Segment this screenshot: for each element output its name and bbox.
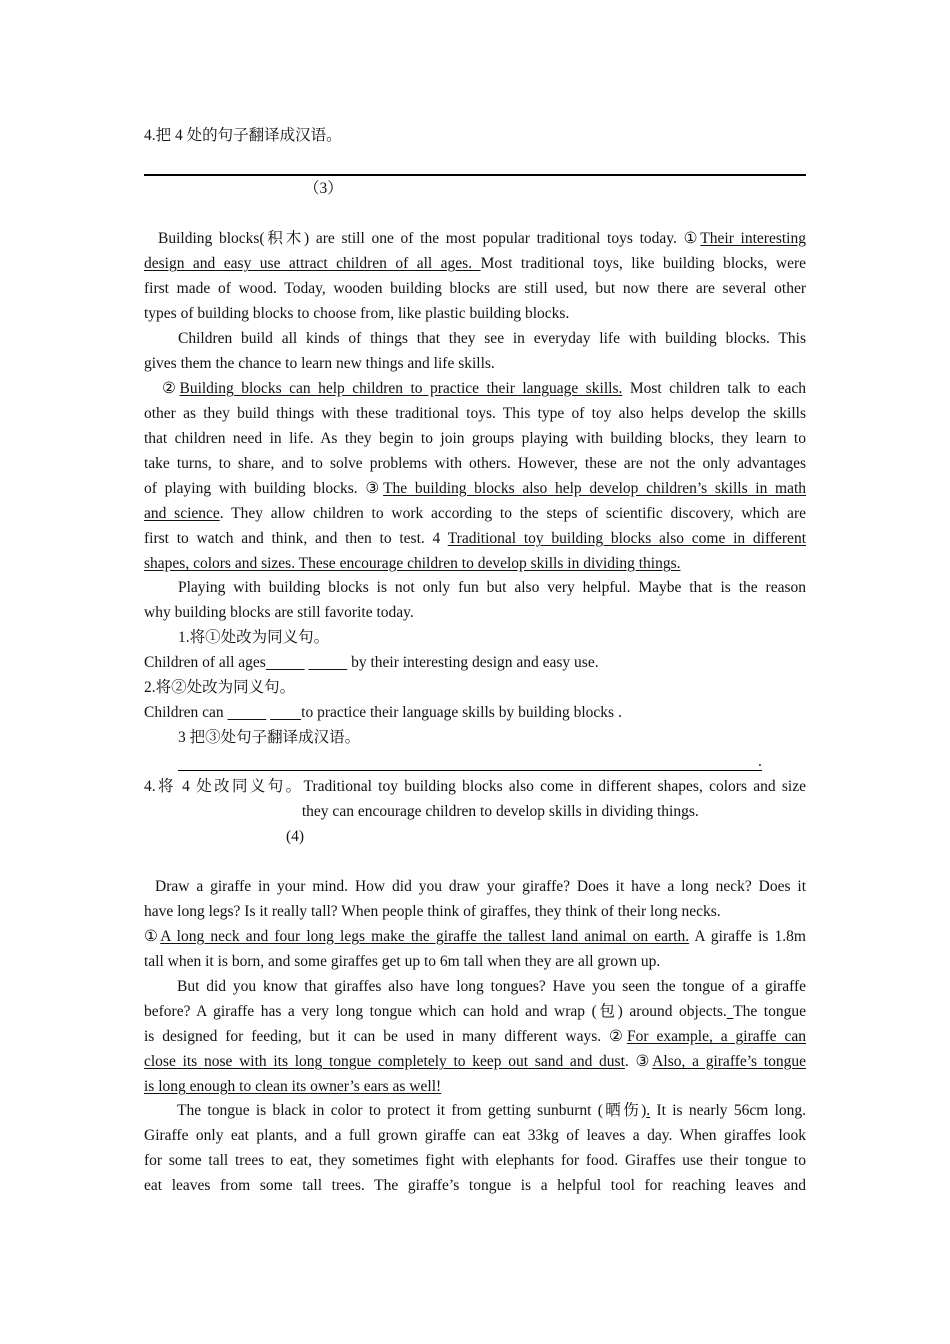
- s4-p1-line4: tall when it is born, and some giraffes get up to 6m tall when they are all grown up.: [144, 953, 661, 970]
- s3-p1-line3: first made of wood. Today, wooden building blocks are still used, but now there are several other: [144, 280, 806, 297]
- s3-p3-line5: of playing with building blocks. ③The building blocks also help develop children’s skills in math: [144, 480, 807, 497]
- s4-p2-line5: is long enough to clean its owner’s ears as well!: [144, 1078, 442, 1095]
- s3-p1-line1: Building blocks(积木) are still one of the most popular traditional toys today. ①Their interesting: [158, 230, 806, 247]
- s3-p3-line2: other as they build things with these traditional toys. This type of toy also helps develop the skills: [144, 405, 806, 422]
- answer-blank[interactable]: [270, 704, 301, 721]
- s3-p3-line4: take turns, to share, and to solve problems with others. However, these are not the only advantages: [144, 455, 806, 472]
- s3-p4-line1: Playing with building blocks is not only fun but also very helpful. Maybe that is the reason: [178, 579, 806, 596]
- s3-p2-line1: Children build all kinds of things that they see in everyday life with building blocks. This: [178, 330, 806, 347]
- answer-line-period: .: [758, 753, 762, 770]
- question-4-sentence: they can encourage children to develop skills in dividing things.: [298, 803, 699, 820]
- answer-blank[interactable]: [228, 704, 267, 721]
- answer-blank[interactable]: [266, 654, 305, 671]
- question-4: 4.将 4 处改同义句。Traditional toy building blocks also come in different shapes, colors and size: [144, 778, 806, 795]
- s3-p3-line7: first to watch and think, and then to test. 4 Traditional toy building blocks also come in different: [144, 530, 806, 547]
- s4-p3-line1: The tongue is black in color to protect it from getting sunburnt (晒伤). It is nearly 56cm long.: [177, 1102, 807, 1119]
- question-1: 1.将①处改为同义句。: [178, 629, 330, 646]
- translation-answer-line[interactable]: [178, 752, 762, 771]
- s4-p2-line2: before? A giraffe has a very long tongue which can hold and wrap (包) around objects. The tongue: [144, 1003, 806, 1020]
- s4-p2-line1: But did you know that giraffes also have long tongues? Have you seen the tongue of a giraffe: [177, 978, 806, 995]
- s4-p3-line3: for some tall trees to eat, they sometimes fight with elephants for food. Giraffes use their tongue to: [144, 1152, 806, 1169]
- question-3: 3 把③处句子翻译成汉语。: [178, 729, 361, 746]
- s3-p1-line4: types of building blocks to choose from, like plastic building blocks.: [144, 305, 570, 322]
- s3-p3-line6: and science. They allow children to work according to the steps of scientific discovery, which are: [144, 505, 806, 522]
- s4-p1-line3: ①A long neck and four long legs make the giraffe the tallest land animal on earth. A giraffe is 1.8m: [144, 928, 806, 945]
- top-question: 4.把 4 处的句子翻译成汉语。: [144, 127, 342, 144]
- question-2: 2.将②处改为同义句。: [144, 679, 296, 696]
- s3-p3-line1: ②Building blocks can help children to practice their language skills. Most children talk to each: [162, 380, 807, 397]
- s3-p2-line2: gives them the chance to learn new things and life skills.: [144, 355, 495, 372]
- section-4-label: (4): [286, 828, 305, 845]
- s3-p4-line2: why building blocks are still favorite today.: [144, 604, 414, 621]
- s4-p3-line4: eat leaves from some tall trees. The giraffe’s tongue is a helpful tool for reaching leaves and: [144, 1177, 806, 1194]
- s4-p1-line2: have long legs? Is it really tall? When people think of giraffes, they think of their long necks.: [144, 903, 721, 920]
- s3-p3-line3: that children need in life. As they begin to join groups playing with building blocks, they learn to: [144, 430, 806, 447]
- answer-blank[interactable]: [308, 654, 347, 671]
- s3-p1-line2: design and easy use attract children of all ages. Most traditional toys, like building blocks, were: [144, 255, 807, 272]
- section-divider: [144, 174, 806, 176]
- section-3-label: （3）: [304, 180, 343, 197]
- s4-p2-line4: close its nose with its long tongue completely to keep out sand and dust. ③Also, a giraffe’s tongue: [144, 1053, 806, 1070]
- question-2-sentence: Children can to practice their language skills by building blocks .: [144, 704, 622, 721]
- s3-p3-line8: shapes, colors and sizes. These encourage children to develop skills in dividing things.: [144, 555, 681, 572]
- s4-p2-line3: is designed for feeding, but it can be used in many different ways. ②For example, a giraffe can: [144, 1028, 806, 1045]
- s4-p1-line1: Draw a giraffe in your mind. How did you draw your giraffe? Does it have a long neck? Does it: [155, 878, 806, 895]
- question-1-sentence: Children of all ages by their interesting design and easy use.: [144, 654, 599, 671]
- s4-p3-line2: Giraffe only eat plants, and a full grown giraffe can eat 33kg of leaves a day. When giraffes look: [144, 1127, 806, 1144]
